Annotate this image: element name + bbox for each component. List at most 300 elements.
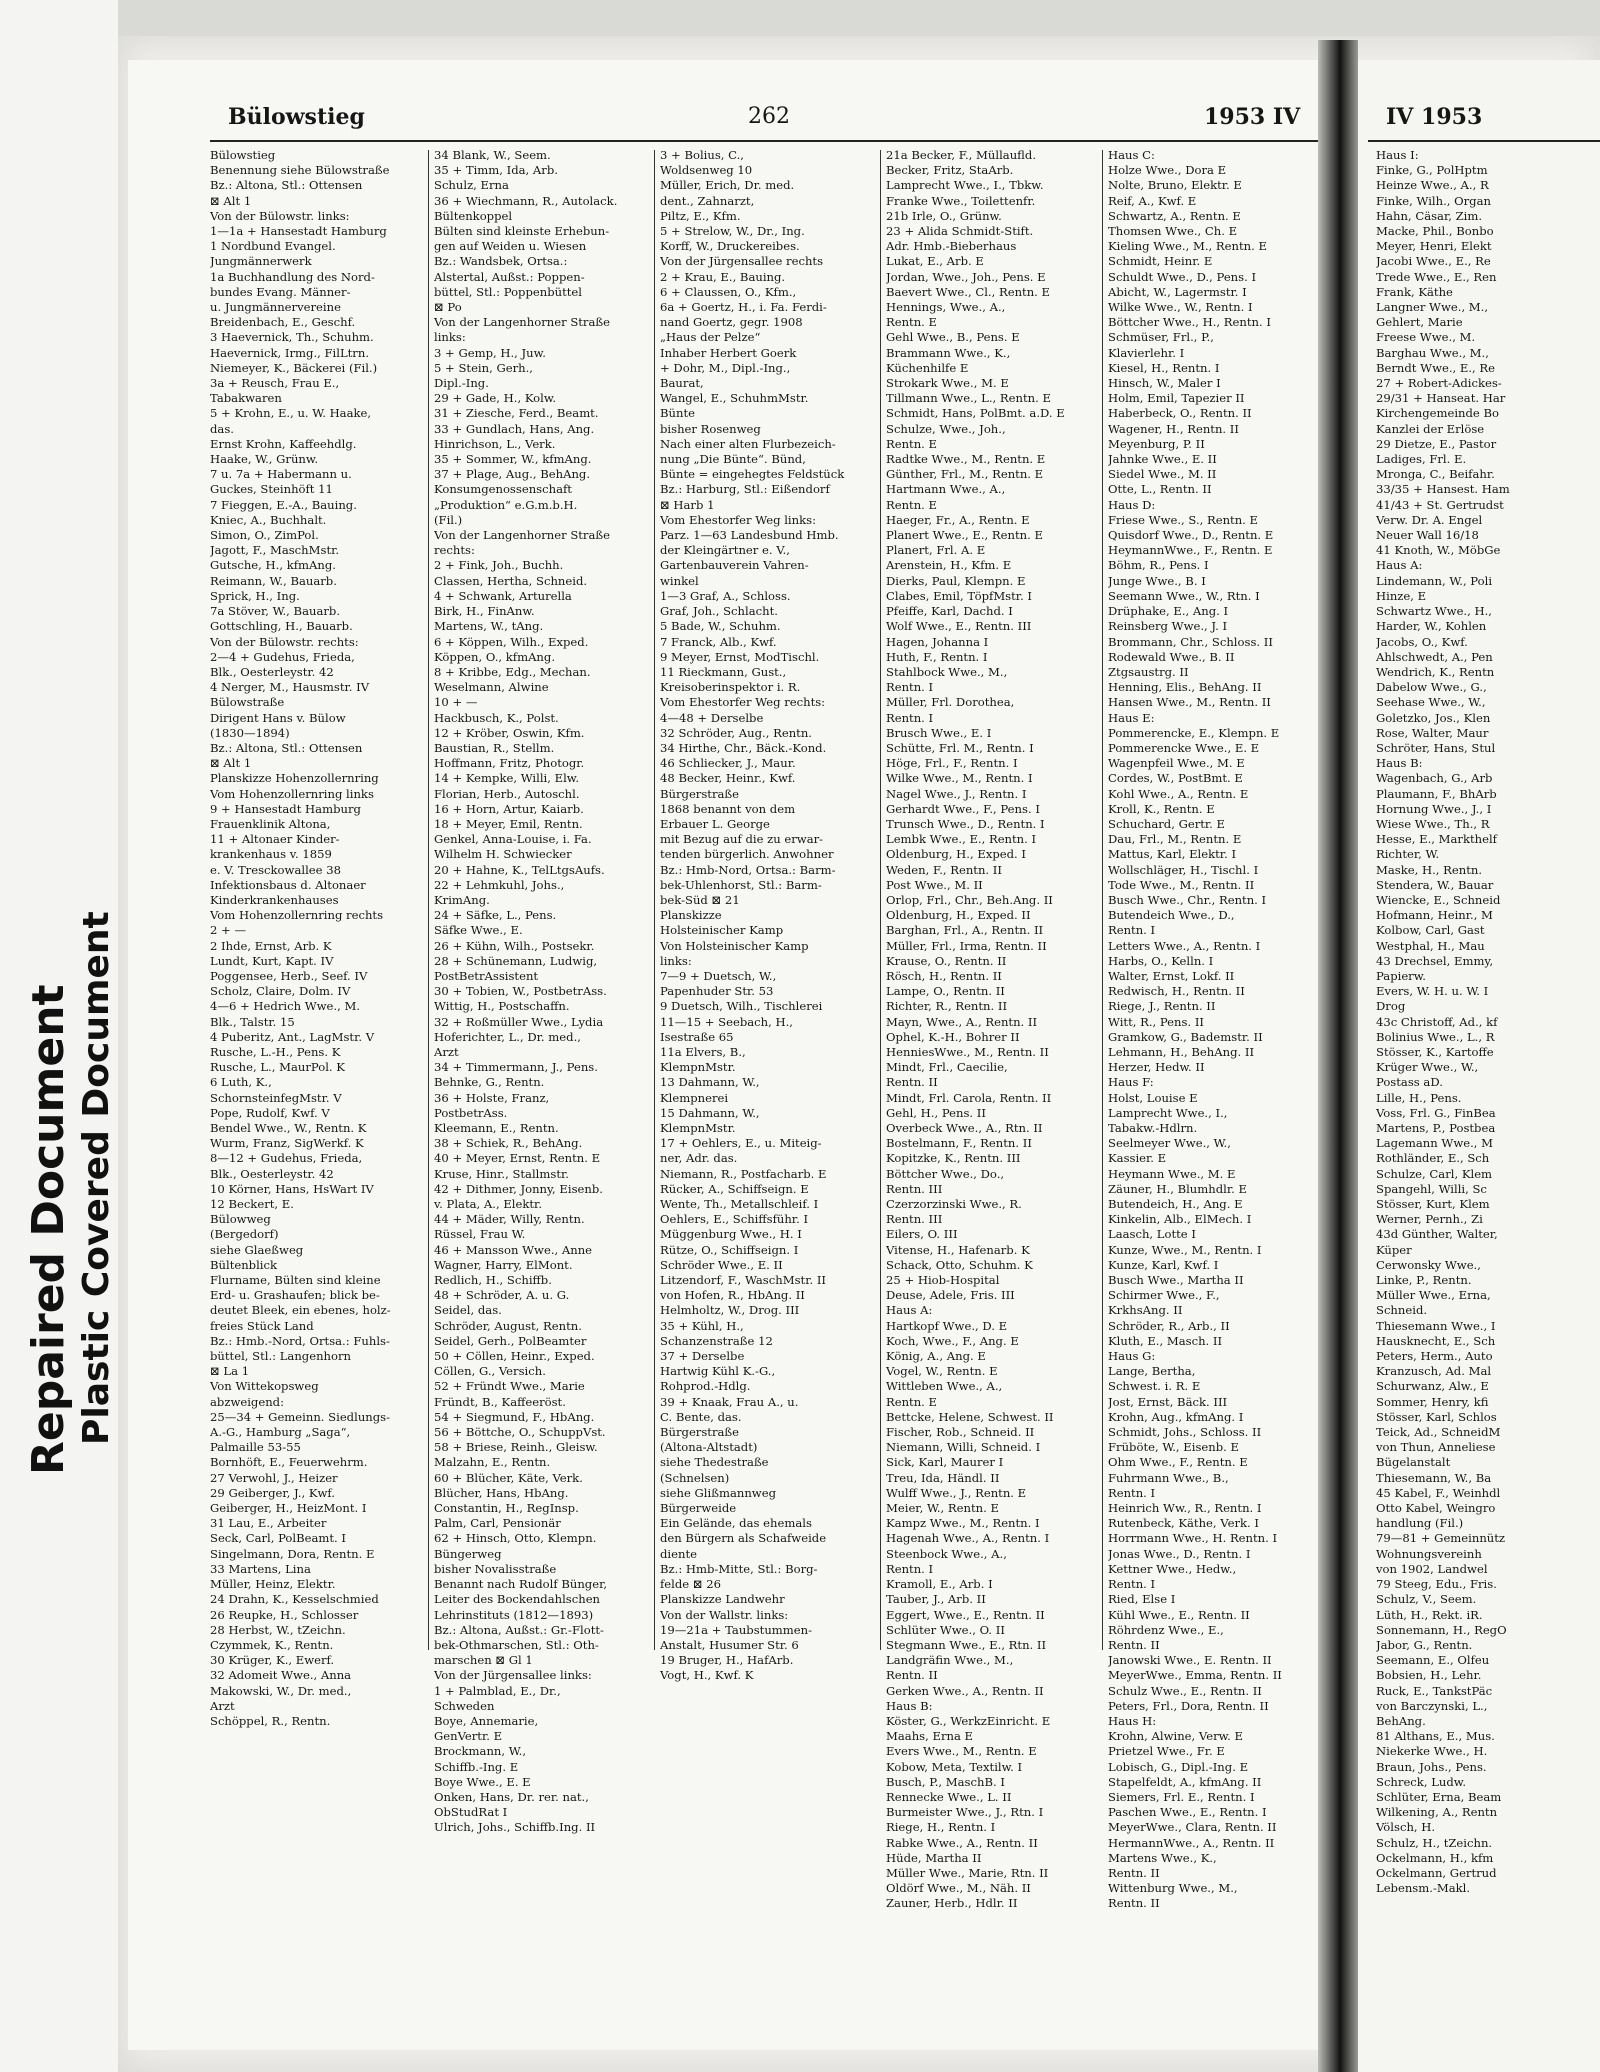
entry-line: Huth, F., Rentn. I: [886, 649, 988, 664]
entry-line: 37 + Plage, Aug., BehAng.: [434, 467, 591, 482]
entry-line: 27 + Robert-Adickes-: [1376, 376, 1502, 391]
entry-line: Wurm, Franz, SigWerkf. K: [210, 1136, 364, 1151]
entry-line: Wagener, H., Rentn. II: [1108, 421, 1239, 436]
entry-line: Dierks, Paul, Klempn. E: [886, 573, 1026, 588]
column-1: [210, 148, 422, 1729]
entry-line: Baustian, R., Stellm.: [434, 740, 555, 755]
entry-line: Flurname, Bülten sind kleine: [210, 1273, 381, 1288]
entry-line: 41/43 + St. Gertrudst: [1376, 497, 1504, 512]
entry-line: ner, Adr. das.: [660, 1151, 738, 1166]
entry-line: Hornung Wwe., J., I: [1376, 801, 1492, 816]
entry-line: Planert, Frl. A. E: [886, 543, 986, 558]
entry-line: Hinsch, W., Maler I: [1108, 376, 1221, 391]
entry-line: Thiesemann Wwe., I: [1376, 1318, 1496, 1333]
directory-page: [128, 60, 1318, 2050]
entry-line: Konsumgenossenschaft: [434, 482, 572, 497]
entry-line: Wagenpfeil Wwe., M. E: [1108, 756, 1245, 771]
entry-line: Lobisch, G., Dipl.-Ing. E: [1108, 1759, 1249, 1774]
entry-line: 28 Herbst, W., tZeichn.: [210, 1622, 346, 1637]
entry-line: Lundt, Kurt, Kapt. IV: [210, 953, 334, 968]
entry-line: Schirmer Wwe., F.,: [1108, 1288, 1220, 1303]
entry-line: Schwest. i. R. E: [1108, 1379, 1201, 1394]
entry-line: Papierw.: [1376, 968, 1426, 983]
entry-line: Paschen Wwe., E., Rentn. I: [1108, 1805, 1267, 1820]
entry-line: 22 + Lehmkuhl, Johs.,: [434, 877, 565, 892]
entry-line: nung „Die Bünte“. Bünd,: [660, 452, 806, 467]
entry-line: Koch, Wwe., F., Ang. E: [886, 1333, 1019, 1348]
entry-line: Haus D:: [1108, 497, 1156, 512]
entry-line: Martens Wwe., K.,: [1108, 1850, 1217, 1865]
entry-line: Gerken Wwe., A., Rentn. II: [886, 1683, 1044, 1698]
entry-line: 11 Rieckmann, Gust.,: [660, 664, 787, 679]
entry-line: Böttcher Wwe., Do.,: [886, 1166, 1005, 1181]
entry-line: 46 Schliecker, J., Maur.: [660, 756, 796, 771]
entry-line: Oldenburg, H., Exped. I: [886, 847, 1027, 862]
entry-line: Niemann, Willi, Schneid. I: [886, 1440, 1041, 1455]
entry-line: 56 + Böttche, O., SchuppVst.: [434, 1425, 606, 1440]
entry-line: Seehase Wwe., W.,: [1376, 695, 1486, 710]
entry-line: dent., Zahnarzt,: [660, 193, 755, 208]
entry-line: Trunsch Wwe., D., Rentn. I: [886, 816, 1045, 831]
entry-line: Lange, Bertha,: [1108, 1364, 1196, 1379]
entry-line: Haake, W., Grünw.: [210, 452, 319, 467]
entry-line: Sommer, Henry, kfi: [1376, 1394, 1489, 1409]
entry-line: Schwartz, A., Rentn. E: [1108, 208, 1241, 223]
entry-line: Lille, H., Pens.: [1376, 1090, 1462, 1105]
entry-line: Müller, Frl. Dorothea,: [886, 695, 1015, 710]
entry-line: büttel, Stl.: Langenhorn: [210, 1349, 352, 1364]
entry-line: Lüth, H., Rekt. iR.: [1376, 1607, 1483, 1622]
entry-line: Haus I:: [1376, 148, 1419, 162]
entry-line: Tillmann Wwe., L., Rentn. E: [886, 391, 1051, 406]
entry-line: Hagenah Wwe., A., Rentn. I: [886, 1531, 1050, 1546]
entry-line: HermannWwe., A., Rentn. II: [1108, 1835, 1275, 1850]
entry-line: Landgräfin Wwe., M.,: [886, 1653, 1014, 1668]
entry-line: 32 Adomeit Wwe., Anna: [210, 1668, 352, 1683]
entry-line: Bülowstieg: [210, 148, 276, 162]
entry-line: (Fil.): [434, 512, 463, 527]
entry-line: Scholz, Claire, Dolm. IV: [210, 984, 351, 999]
column-divider: [1102, 150, 1103, 1650]
entry-line: Siedel Wwe., M. II: [1108, 467, 1217, 482]
entry-line: Kopitzke, K., Rentn. III: [886, 1151, 1021, 1166]
entry-line: Rusche, L., MaurPol. K: [210, 1060, 345, 1075]
entry-line: Haevernick, Irmg., FilLtrn.: [210, 345, 370, 360]
entry-line: Kleemann, E., Rentn.: [434, 1121, 559, 1135]
entry-line: Pommerencke, E., Klempn. E: [1108, 725, 1280, 740]
entry-line: Leiter des Bockendahlschen: [434, 1592, 601, 1607]
entry-line: Nolte, Bruno, Elektr. E: [1108, 178, 1242, 193]
entry-line: 58 + Briese, Reinh., Gleisw.: [434, 1440, 598, 1455]
entry-line: handlung (Fil.): [1376, 1516, 1464, 1531]
entry-line: 7—9 + Duetsch, W.,: [660, 968, 777, 983]
entry-line: Tauber, J., Arb. II: [886, 1592, 986, 1607]
entry-line: Meyer, Henri, Elekt: [1376, 239, 1492, 254]
entry-line: Richter, W.: [1376, 847, 1440, 862]
entry-line: 28 + Schünemann, Ludwig,: [434, 953, 598, 968]
entry-line: Ockelmann, H., kfm: [1376, 1850, 1494, 1865]
entry-line: 35 + Kühl, H.,: [660, 1318, 744, 1333]
entry-line: Kluth, E., Masch. II: [1108, 1333, 1223, 1348]
entry-line: Thomsen Wwe., Ch. E: [1108, 224, 1238, 239]
plastic-covered-label: Plastic Covered Document: [76, 911, 117, 1445]
entry-line: Wilhelm H. Schwiecker: [434, 847, 572, 862]
entry-line: Brammann Wwe., K.,: [886, 345, 1011, 360]
entry-line: Oldenburg, H., Exped. II: [886, 908, 1031, 923]
entry-line: Müller Wwe., Erna,: [1376, 1288, 1491, 1303]
entry-line: Kettner Wwe., Hedw.,: [1108, 1561, 1237, 1576]
entry-line: Bobsien, H., Lehr.: [1376, 1668, 1482, 1683]
entry-line: Früböte, W., Eisenb. E: [1108, 1440, 1239, 1455]
entry-line: Letters Wwe., A., Rentn. I: [1108, 938, 1261, 953]
entry-line: Kniec, A., Buchhalt.: [210, 512, 327, 527]
entry-line: Blk., Oesterleystr. 42: [210, 664, 334, 679]
entry-line: Gartenbauverein Vahren-: [660, 558, 809, 573]
entry-line: Ladiges, Frl. E.: [1376, 452, 1467, 467]
entry-line: Busch, P., MaschB. I: [886, 1774, 1005, 1789]
entry-line: Lehmann, H., BehAng. II: [1108, 1044, 1255, 1059]
entry-line: 9 Meyer, Ernst, ModTischl.: [660, 649, 820, 664]
entry-line: Kanzlei der Erlöse: [1376, 421, 1485, 436]
entry-line: 3 + Gemp, H., Juw.: [434, 345, 546, 360]
entry-line: Pope, Rudolf, Kwf. V: [210, 1105, 330, 1120]
entry-line: Schurwanz, Alw., E: [1376, 1379, 1489, 1394]
entry-line: 4 Puberitz, Ant., LagMstr. V: [210, 1029, 375, 1044]
entry-line: Küper: [1376, 1242, 1412, 1257]
entry-line: Rentn. E: [886, 497, 938, 512]
entry-line: 11 + Altonaer Kinder-: [210, 832, 340, 847]
entry-line: Breidenbach, E., Geschf.: [210, 315, 356, 330]
entry-line: Schweden: [434, 1698, 495, 1713]
entry-line: Parz. 1—63 Landesbund Hmb.: [660, 528, 839, 543]
entry-line: Barghan, Frl., A., Rentn. II: [886, 923, 1044, 938]
entry-line: Jahnke Wwe., E. II: [1108, 452, 1217, 467]
entry-line: Säfke Wwe., E.: [434, 923, 523, 938]
entry-line: Blk., Oesterleystr. 42: [210, 1166, 334, 1181]
entry-line: Hansen Wwe., M., Rentn. II: [1108, 695, 1271, 710]
entry-line: 3 + Bolius, C.,: [660, 148, 744, 162]
entry-line: 10 + —: [434, 695, 478, 710]
entry-line: Röhrdenz Wwe., E.,: [1108, 1622, 1224, 1637]
entry-line: büttel, Stl.: Poppenbüttel: [434, 284, 582, 299]
entry-line: Wittenburg Wwe., M.,: [1108, 1881, 1238, 1896]
entry-line: Schmidt, Johs., Schloss. II: [1108, 1425, 1262, 1440]
entry-line: Schwartz Wwe., H.,: [1376, 604, 1492, 619]
entry-line: Bülten sind kleinste Erhebun-: [434, 224, 610, 239]
entry-line: 9 + Hansestadt Hamburg: [210, 801, 361, 816]
entry-line: Schreck, Ludw.: [1376, 1774, 1467, 1789]
running-head-street: Bülowstieg: [228, 104, 365, 130]
entry-line: 19 Bruger, H., HafArb.: [660, 1653, 794, 1668]
entry-line: 30 + Tobien, W., PostbetrAss.: [434, 984, 607, 999]
entry-line: 79—81 + Gemeinnütz: [1376, 1531, 1506, 1546]
entry-line: Hartmann Wwe., A.,: [886, 482, 1006, 497]
entry-line: Haeger, Fr., A., Rentn. E: [886, 512, 1030, 527]
entry-line: Verw. Dr. A. Engel: [1376, 512, 1483, 527]
entry-line: 35 + Sommer, W., kfmAng.: [434, 452, 592, 467]
entry-line: Maske, H., Rentn.: [1376, 862, 1483, 877]
entry-line: Mindt, Frl. Carola, Rentn. II: [886, 1090, 1052, 1105]
entry-line: Rose, Walter, Maur: [1376, 725, 1489, 740]
entry-line: Von der Langenhorner Straße: [434, 528, 610, 543]
entry-line: Jabor, G., Rentn.: [1376, 1637, 1473, 1652]
entry-line: Lindemann, W., Poli: [1376, 573, 1493, 588]
entry-line: Jacobi Wwe., E., Re: [1376, 254, 1491, 269]
entry-line: Sprick, H., Ing.: [210, 588, 300, 603]
entry-line: 1 + Palmblad, E., Dr.,: [434, 1683, 561, 1698]
entry-line: C. Bente, das.: [660, 1409, 742, 1424]
entry-line: Seidel, das.: [434, 1303, 502, 1318]
entry-line: 34 + Timmermann, J., Pens.: [434, 1060, 598, 1075]
entry-line: Finke, Wilh., Organ: [1376, 193, 1491, 208]
entry-line: 1a Buchhandlung des Nord-: [210, 269, 375, 284]
entry-line: Schröder Wwe., E. II: [660, 1257, 783, 1272]
entry-line: 4 Nerger, M., Hausmstr. IV: [210, 680, 370, 695]
entry-line: Völsch, H.: [1376, 1820, 1436, 1835]
entry-line: Klavierlehr. I: [1108, 345, 1185, 360]
entry-line: 27 Verwohl, J., Heizer: [210, 1470, 338, 1485]
column-divider: [654, 150, 655, 1650]
entry-line: Jonas Wwe., D., Rentn. I: [1108, 1546, 1251, 1561]
entry-line: PostBetrAssistent: [434, 968, 539, 983]
entry-line: Woldsenweg 10: [660, 163, 753, 178]
entry-line: Bz.: Altona, Stl.: Ottensen: [210, 178, 363, 193]
entry-line: Krohn, Alwine, Verw. E: [1108, 1729, 1243, 1744]
entry-line: Schulze, Wwe., Joh.,: [886, 421, 1006, 436]
entry-line: Wilkening, A., Rentn: [1376, 1805, 1498, 1820]
entry-line: 36 + Wiechmann, R., Autolack.: [434, 193, 618, 208]
entry-line: Graf, Joh., Schlacht.: [660, 604, 778, 619]
entry-line: 32 + Roßmüller Wwe., Lydia: [434, 1014, 604, 1029]
entry-line: Haus A:: [886, 1303, 933, 1318]
entry-line: Wente, Th., Metallschleif. I: [660, 1197, 819, 1212]
entry-line: Alstertal, Außst.: Poppen-: [434, 269, 585, 284]
entry-line: Kranzusch, Ad. Mal: [1376, 1364, 1492, 1379]
entry-line: Maahs, Erna E: [886, 1729, 974, 1744]
entry-line: Peters, Frl., Dora, Rentn. II: [1108, 1698, 1269, 1713]
entry-line: Benennung siehe Bülowstraße: [210, 163, 390, 178]
entry-line: 25 + Hiob-Hospital: [886, 1273, 1000, 1288]
entry-line: 6a + Goertz, H., i. Fa. Ferdi-: [660, 300, 827, 315]
entry-line: 2 + Fink, Joh., Buchh.: [434, 558, 564, 573]
entry-line: Ahlschwedt, A., Pen: [1376, 649, 1493, 664]
entry-line: Boye, Annemarie,: [434, 1713, 539, 1728]
entry-line: 7 Fieggen, E.-A., Bauing.: [210, 497, 357, 512]
entry-line: MeyerWwe., Clara, Rentn. II: [1108, 1820, 1277, 1835]
entry-line: Nach einer alten Flurbezeich-: [660, 436, 836, 451]
entry-line: „Produktion“ e.G.m.b.H.: [434, 497, 578, 512]
entry-line: Schulze, Carl, Klem: [1376, 1166, 1493, 1181]
entry-line: Bostelmann, F., Rentn. II: [886, 1136, 1032, 1151]
entry-line: Hoffmann, Fritz, Photogr.: [434, 756, 585, 771]
entry-line: Schütte, Frl. M., Rentn. I: [886, 740, 1034, 755]
entry-line: Jacobs, O., Kwf.: [1376, 634, 1468, 649]
column-3: [660, 148, 874, 1684]
entry-line: Hackbusch, K., Polst.: [434, 710, 559, 725]
entry-line: Planskizze Landwehr: [660, 1592, 785, 1607]
entry-line: Overbeck Wwe., A., Rtn. II: [886, 1121, 1043, 1135]
entry-line: 9 Duetsch, Wilh., Tischlerei: [660, 999, 823, 1014]
entry-line: 1868 benannt von dem: [660, 801, 796, 816]
entry-line: Krohn, Aug., kfmAng. I: [1108, 1409, 1244, 1424]
entry-line: Vom Ehestorfer Weg links:: [660, 512, 816, 527]
entry-line: 21b Irle, O., Grünw.: [886, 208, 1002, 223]
entry-line: Peters, Herm., Auto: [1376, 1349, 1493, 1364]
entry-line: ⊠ Alt 1: [210, 756, 252, 771]
entry-line: Arzt: [434, 1044, 459, 1059]
entry-line: Tabakwaren: [210, 391, 282, 406]
entry-line: e. V. Tresckowallee 38: [210, 862, 341, 877]
entry-line: Jungmännerwerk: [210, 254, 312, 269]
entry-line: Burmeister Wwe., J., Rtn. I: [886, 1805, 1044, 1820]
entry-line: Kiesel, H., Rentn. I: [1108, 360, 1220, 375]
entry-line: Harder, W., Kohlen: [1376, 619, 1487, 634]
entry-line: Arzt: [210, 1698, 235, 1713]
entry-line: Gramkow, G., Bademstr. II: [1108, 1029, 1263, 1044]
entry-line: Ein Gelände, das ehemals: [660, 1516, 812, 1531]
entry-line: Rodewald Wwe., B. II: [1108, 649, 1235, 664]
entry-line: Von der Jürgensallee rechts: [660, 254, 824, 269]
entry-line: Helmholtz, W., Drog. III: [660, 1303, 800, 1318]
entry-line: Schuchard, Gertr. E: [1108, 816, 1226, 831]
entry-line: Mindt, Frl., Caecilie,: [886, 1060, 1008, 1075]
entry-line: 15 Dahmann, W.,: [660, 1105, 760, 1120]
entry-line: 29 Geiberger, J., Kwf.: [210, 1485, 335, 1500]
entry-line: Holsteinischer Kamp: [660, 923, 784, 938]
entry-line: Deuse, Adele, Fris. III: [886, 1288, 1015, 1303]
entry-line: Bz.: Altona, Stl.: Ottensen: [210, 740, 363, 755]
entry-line: Stahlbock Wwe., M.,: [886, 664, 1008, 679]
entry-line: Meyenburg, P. II: [1108, 436, 1205, 451]
entry-line: 38 + Schiek, R., BehAng.: [434, 1136, 583, 1151]
entry-line: Sonnemann, H., RegO: [1376, 1622, 1507, 1637]
entry-line: Singelmann, Dora, Rentn. E: [210, 1546, 375, 1561]
entry-line: Onken, Hans, Dr. rer. nat.,: [434, 1789, 589, 1804]
entry-line: 48 + Schröder, A. u. G.: [434, 1288, 570, 1303]
entry-line: Lamprecht Wwe., I.,: [1108, 1105, 1228, 1120]
entry-line: Kolbow, Carl, Gast: [1376, 923, 1485, 938]
entry-line: 11—15 + Seebach, H.,: [660, 1014, 793, 1029]
entry-line: Von der Bülowstr. links:: [210, 208, 350, 223]
entry-line: KrkhsAng. II: [1108, 1303, 1183, 1318]
entry-line: 3a + Reusch, Frau E.,: [210, 376, 340, 391]
entry-line: 6 + Claussen, O., Kfm.,: [660, 284, 797, 299]
entry-line: Classen, Hertha, Schneid.: [434, 573, 588, 588]
entry-line: Kassier. E: [1108, 1151, 1167, 1166]
entry-line: Kinderkrankenhauses: [210, 892, 339, 907]
entry-line: 29/31 + Hanseat. Har: [1376, 391, 1506, 406]
facing-header-rule: [1368, 140, 1600, 142]
entry-line: Seemann Wwe., W., Rtn. I: [1108, 588, 1260, 603]
entry-line: Fuhrmann Wwe., B.,: [1108, 1470, 1229, 1485]
entry-line: das.: [210, 421, 234, 436]
entry-line: Drog: [1376, 999, 1406, 1014]
entry-line: 16 + Horn, Artur, Kaiarb.: [434, 801, 584, 816]
entry-line: Schmidt, Hans, PolBmt. a.D. E: [886, 406, 1065, 421]
entry-line: Piltz, E., Kfm.: [660, 208, 741, 223]
entry-line: 6 + Köppen, Wilh., Exped.: [434, 634, 589, 649]
entry-line: Franke Wwe., Toilettenfr.: [886, 193, 1036, 208]
entry-line: Friese Wwe., S., Rentn. E: [1108, 512, 1259, 527]
entry-line: (1830—1894): [210, 725, 290, 740]
entry-line: Thiesemann, W., Ba: [1376, 1470, 1492, 1485]
entry-line: Lembk Wwe., E., Rentn. I: [886, 832, 1037, 847]
entry-line: Macke, Phil., Bonbo: [1376, 224, 1494, 239]
entry-line: 33/35 + Hansest. Ham: [1376, 482, 1510, 497]
entry-line: Dau, Frl., M., Rentn. E: [1108, 832, 1242, 847]
entry-line: felde ⊠ 26: [660, 1577, 721, 1592]
entry-line: Behnke, G., Rentn.: [434, 1075, 545, 1090]
entry-line: Rohprod.-Hdlg.: [660, 1379, 751, 1394]
entry-line: Redwisch, H., Rentn. II: [1108, 984, 1245, 999]
entry-line: Eilers, O. III: [886, 1227, 958, 1242]
entry-line: Günther, Frl., M., Rentn. E: [886, 467, 1044, 482]
entry-line: 23 + Alida Schmidt-Stift.: [886, 224, 1034, 239]
entry-line: Abicht, W., Lagermstr. I: [1108, 284, 1247, 299]
entry-line: Haus A:: [1376, 558, 1423, 573]
entry-line: Wittleben Wwe., A.,: [886, 1379, 1003, 1394]
facing-column: [1376, 148, 1600, 1896]
entry-line: Rentn. II: [886, 1075, 938, 1090]
entry-line: Neuer Wall 16/18: [1376, 528, 1479, 543]
entry-line: Nagel Wwe., J., Rentn. I: [886, 786, 1027, 801]
entry-line: Böttcher Wwe., H., Rentn. I: [1108, 315, 1271, 330]
entry-line: Cordes, W., PostBmt. E: [1108, 771, 1243, 786]
entry-line: Blk., Talstr. 15: [210, 1014, 295, 1029]
entry-line: „Haus der Pelze“: [660, 330, 761, 345]
entry-line: Simon, O., ZimPol.: [210, 528, 319, 543]
entry-line: Busch Wwe., Martha II: [1108, 1273, 1244, 1288]
entry-line: Haus B:: [1376, 756, 1423, 771]
entry-line: 5 Bade, W., Schuhm.: [660, 619, 781, 634]
entry-line: Palmaille 53-55: [210, 1440, 301, 1455]
entry-line: Kirchengemeinde Bo: [1376, 406, 1499, 421]
entry-line: Jagott, F., MaschMstr.: [210, 543, 340, 558]
entry-line: Witt, R., Pens. II: [1108, 1014, 1204, 1029]
entry-line: Oldörf Wwe., M., Näh. II: [886, 1881, 1031, 1896]
entry-line: Seidel, Gerh., PolBeamter: [434, 1333, 587, 1348]
entry-line: A.-G., Hamburg „Saga“,: [210, 1425, 351, 1440]
entry-line: Spangehl, Willi, Sc: [1376, 1181, 1487, 1196]
entry-line: bundes Evang. Männer-: [210, 284, 351, 299]
entry-line: Schanzenstraße 12: [660, 1333, 773, 1348]
entry-line: bisher Novalisstraße: [434, 1561, 557, 1576]
entry-line: Rentn. E: [886, 315, 938, 330]
entry-line: abzweigend:: [210, 1394, 285, 1409]
entry-line: Jost, Ernst, Bäck. III: [1108, 1394, 1228, 1409]
entry-line: 40 + Meyer, Ernst, Rentn. E: [434, 1151, 601, 1166]
entry-line: v. Plata, A., Elektr.: [434, 1197, 543, 1212]
entry-line: Haus C:: [1108, 148, 1155, 162]
entry-line: 1—1a + Hansestadt Hamburg: [210, 224, 387, 239]
entry-line: Wollschläger, H., Tischl. I: [1108, 862, 1259, 877]
entry-line: Wiese Wwe., Th., R: [1376, 816, 1490, 831]
entry-line: 12 + Kröber, Oswin, Kfm.: [434, 725, 585, 740]
entry-line: Gerhardt Wwe., F., Pens. I: [886, 801, 1040, 816]
entry-line: Werner, Pernh., Zi: [1376, 1212, 1483, 1227]
entry-line: Freese Wwe., M.: [1376, 330, 1476, 345]
entry-line: Florian, Herb., Autoschl.: [434, 786, 580, 801]
entry-line: 2 + Krau, E., Bauing.: [660, 269, 786, 284]
entry-line: Papenhuder Str. 53: [660, 984, 774, 999]
entry-line: Dirigent Hans v. Bülow: [210, 710, 346, 725]
entry-line: Bettcke, Helene, Schwest. II: [886, 1409, 1054, 1424]
entry-line: gen auf Weiden u. Wiesen: [434, 239, 587, 254]
entry-line: Schulz, H., tZeichn.: [1376, 1835, 1493, 1850]
entry-line: Butendeich Wwe., D.,: [1108, 908, 1235, 923]
entry-line: rechts:: [434, 543, 475, 558]
entry-line: 54 + Siegmund, F., HbAng.: [434, 1409, 595, 1424]
